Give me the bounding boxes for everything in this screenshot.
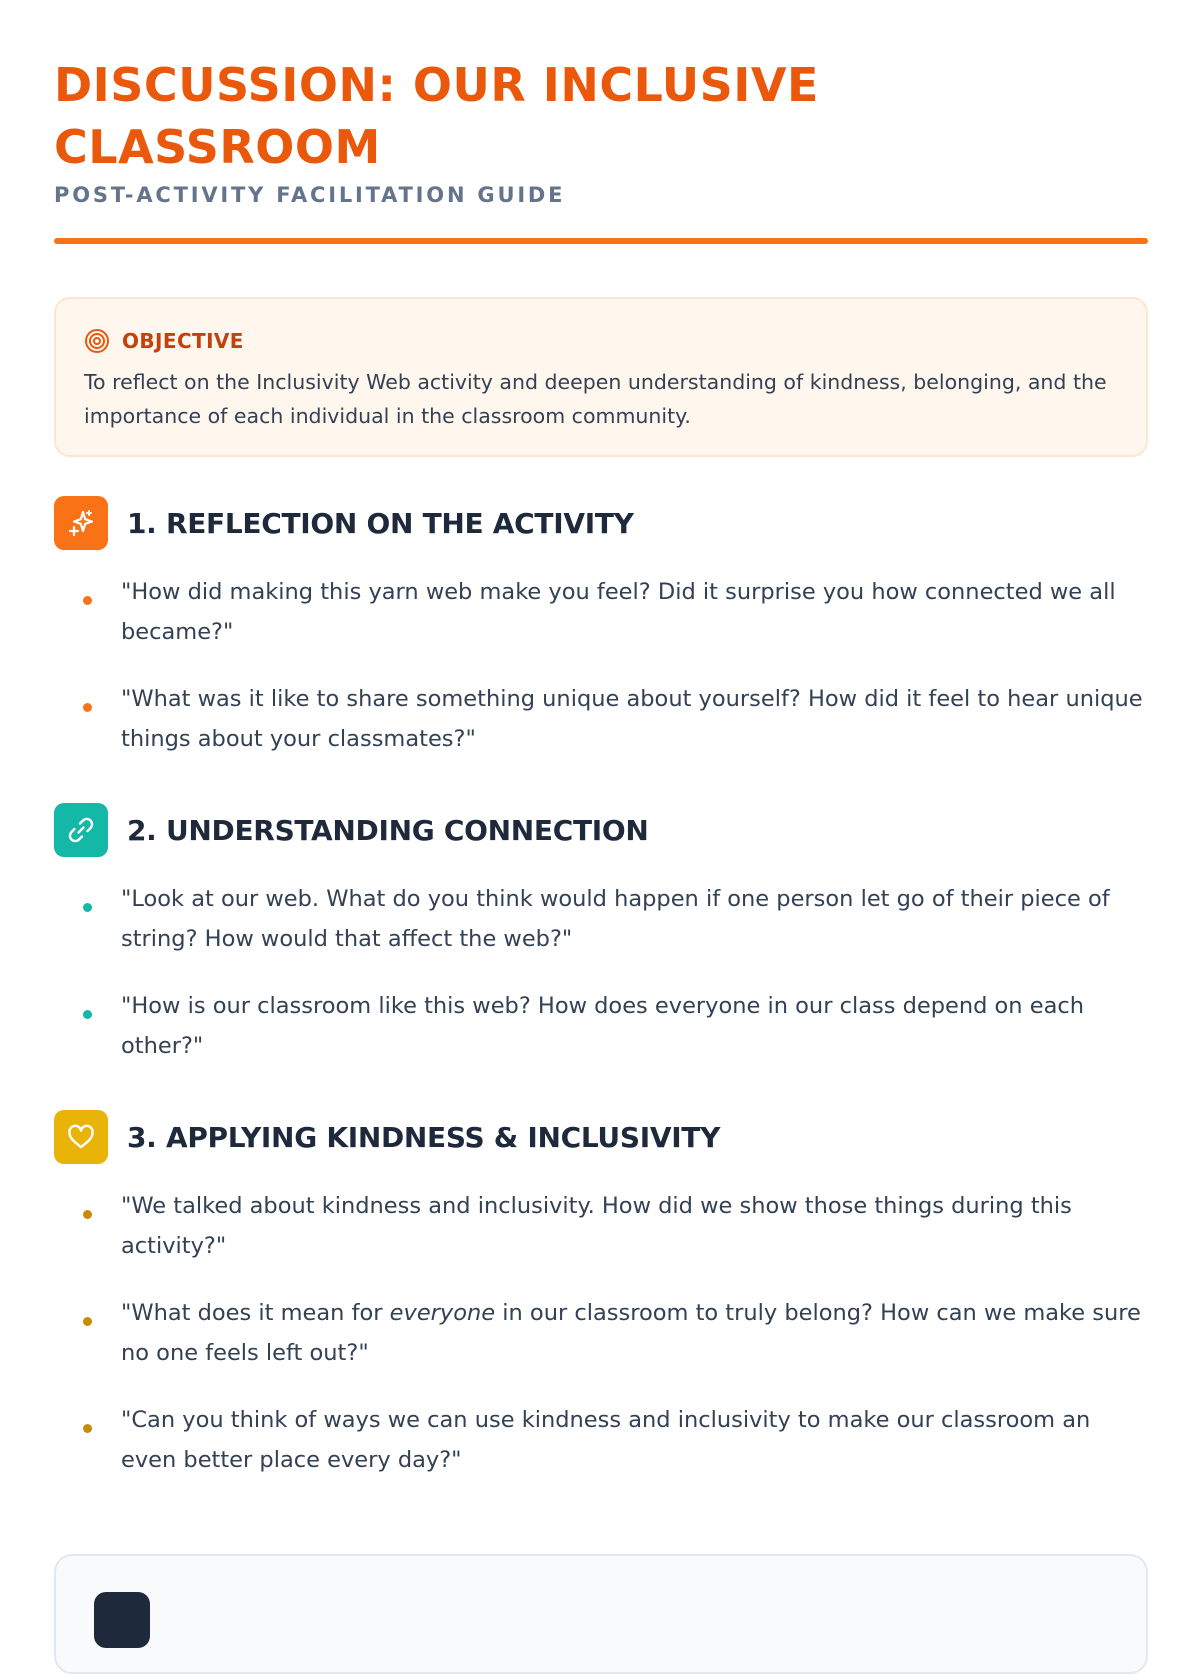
section-header: [54, 496, 1148, 550]
bullet-dot: [83, 1010, 92, 1019]
card-icon: [94, 1592, 150, 1648]
section-header: [54, 1110, 1148, 1164]
bullet-dot: [83, 703, 92, 712]
next-section-card: [54, 1554, 1148, 1674]
bullet-dot: [83, 903, 92, 912]
list-item: [54, 1400, 1148, 1480]
section-header: [54, 803, 1148, 857]
target-icon: [84, 328, 110, 354]
bullet-dot: [83, 1424, 92, 1433]
question-text: "How is our classroom like this web? How does everyone in our class depend on each other?": [121, 993, 1084, 1059]
link-icon: [54, 803, 108, 857]
question-text-start: "What does it mean for: [121, 1300, 390, 1326]
section-title: 3. APPLYING KINDNESS & INCLUSIVITY: [127, 1120, 721, 1154]
section-kindness: [54, 1110, 1148, 1507]
question-text: [121, 1300, 1141, 1366]
title-divider: [54, 238, 1148, 244]
question-text: "What was it like to share something unique about yourself? How did it feel to hear unique things about your classmates?": [121, 686, 1143, 752]
bullet-dot: [83, 1317, 92, 1326]
heart-icon: [54, 1110, 108, 1164]
section-title: 2. UNDERSTANDING CONNECTION: [127, 813, 649, 847]
question-text: "Look at our web. What do you think would happen if one person let go of their piece of string? How would that affect the web?": [121, 886, 1110, 952]
bullet-dot: [83, 1210, 92, 1219]
document-page: [54, 0, 1146, 1473]
list-item: [54, 1186, 1148, 1266]
question-text: "How did making this yarn web make you feel? Did it surprise you how connected we all became?": [121, 579, 1116, 645]
page-subtitle: POST-ACTIVITY FACILITATION GUIDE: [54, 183, 566, 207]
section-title: 1. REFLECTION ON THE ACTIVITY: [127, 506, 634, 540]
question-list: [54, 572, 1148, 759]
question-text-end: in our classroom to truly belong? How can we make sure no one feels left out?": [121, 1300, 1141, 1366]
question-list: [54, 1186, 1148, 1480]
question-list: [54, 879, 1148, 1066]
page-title: DISCUSSION: OUR INCLUSIVE CLASSROOM: [54, 58, 819, 174]
objective-header: [84, 327, 1118, 355]
list-item: [54, 879, 1148, 959]
objective-text: To reflect on the Inclusivity Web activity and deepen understanding of kindness, belonging, and the importance of each individual in the classroom community.: [84, 370, 1107, 428]
section-connection: [54, 803, 1148, 1093]
bullet-dot: [83, 596, 92, 605]
sparkles-icon: [54, 496, 108, 550]
question-text: "We talked about kindness and inclusivity. How did we show those things during this activity?": [121, 1193, 1072, 1259]
list-item: [54, 679, 1148, 759]
list-item: [54, 572, 1148, 652]
objective-label: OBJECTIVE: [122, 329, 244, 353]
objective-box: [54, 297, 1148, 457]
section-reflection: [54, 496, 1148, 786]
list-item: [54, 1293, 1148, 1373]
question-emphasis: everyone: [389, 1300, 496, 1326]
question-text: "Can you think of ways we can use kindness and inclusivity to make our classroom an even better place every day?": [121, 1407, 1091, 1473]
list-item: [54, 986, 1148, 1066]
